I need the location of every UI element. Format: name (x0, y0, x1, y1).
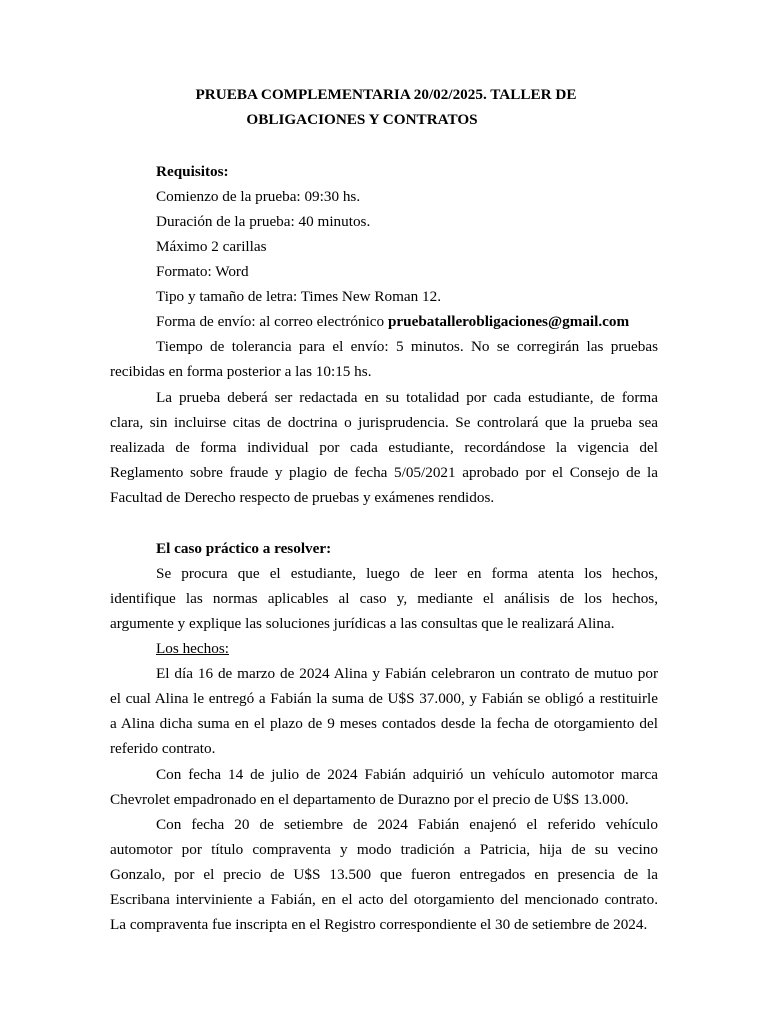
caso-intro-line-1: Se procura que el estudiante, luego de leer en forma atenta los hechos, (156, 565, 658, 582)
redaccion-line-5: Facultad de Derecho respecto de pruebas y exámenes rendidos. (110, 489, 495, 506)
requisito-duracion: Duración de la prueba: 40 minutos. (156, 213, 371, 230)
requisito-maximo: Máximo 2 carillas (156, 238, 267, 255)
hecho-3-line-4: Escribana interviniente a Fabián, en el acto del otorgamiento del mencionado contrato. (110, 891, 658, 908)
redaccion-line-1: La prueba deberá ser redactada en su totalidad por cada estudiante, de forma (156, 389, 658, 406)
hechos-heading (156, 641, 658, 656)
hecho-3-line-2: automotor por título compraventa y modo tradición a Patricia, hija de su vecino (110, 841, 658, 858)
envio-email-address: pruebatallerobligaciones@gmail.com (387, 313, 630, 330)
hecho-1-line-3: a Alina dicha suma en el plazo de 9 meses contados desde la fecha de otorgamiento del (110, 715, 658, 732)
requisito-comienzo: Comienzo de la prueba: 09:30 hs. (156, 188, 361, 205)
hecho-1-line-1: El día 16 de marzo de 2024 Alina y Fabián celebraron un contrato de mutuo por (156, 665, 658, 682)
caso-intro-line-2: identifique las normas aplicables al caso y, mediante el análisis de los hechos, (110, 590, 658, 607)
redaccion-line-3: realizada de forma individual por cada estudiante, recordándose la vigencia del (110, 439, 658, 456)
hecho-3-line-1: Con fecha 20 de setiembre de 2024 Fabián enajenó el referido vehículo (156, 816, 658, 833)
document-title-line-2: OBLIGACIONES Y CONTRATOS (246, 111, 478, 128)
hecho-3-line-3: Gonzalo, por el precio de U$S 13.500 que fueron entregados en presencia de la (110, 866, 658, 883)
hecho-1-line-2: el cual Alina le entregó a Fabián la suma de U$S 37.000, y Fabián se obligó a restituirle (110, 690, 658, 707)
requisito-forma-envio (156, 314, 658, 329)
hecho-1-line-4: referido contrato. (110, 740, 216, 757)
document-title-line-1: PRUEBA COMPLEMENTARIA 20/02/2025. TALLER DE (195, 86, 577, 103)
hecho-2-line-2: Chevrolet empadronado en el departamento de Durazno por el precio de U$S 13.000. (110, 791, 629, 808)
forma-envio-label: Forma de envío: al correo electrónico (156, 313, 388, 330)
hecho-3-line-5: La compraventa fue inscripta en el Registro correspondiente el 30 de setiembre de 2024. (110, 916, 648, 933)
tolerancia-line-2: recibidas en forma posterior a las 10:15 hs. (110, 363, 372, 380)
requisitos-heading: Requisitos: (156, 163, 229, 180)
requisito-formato: Formato: Word (156, 263, 249, 280)
caso-practico-heading: El caso práctico a resolver: (156, 540, 332, 557)
tolerancia-line-1: Tiempo de tolerancia para el envío: 5 minutos. No se corregirán las pruebas (156, 338, 658, 355)
caso-intro-line-3: argumente y explique las soluciones jurídicas a las consultas que le realizará Alina. (110, 615, 615, 632)
redaccion-line-4: Reglamento sobre fraude y plagio de fecha 5/05/2021 aprobado por el Consejo de la (110, 464, 658, 481)
redaccion-line-2: clara, sin incluirse citas de doctrina o jurisprudencia. Se controlará que la prueba sea (110, 414, 658, 431)
hechos-heading-text: Los hechos: (156, 640, 229, 657)
hecho-2-line-1: Con fecha 14 de julio de 2024 Fabián adquirió un vehículo automotor marca (156, 766, 658, 783)
requisito-tipo-letra: Tipo y tamaño de letra: Times New Roman 12. (156, 288, 442, 305)
